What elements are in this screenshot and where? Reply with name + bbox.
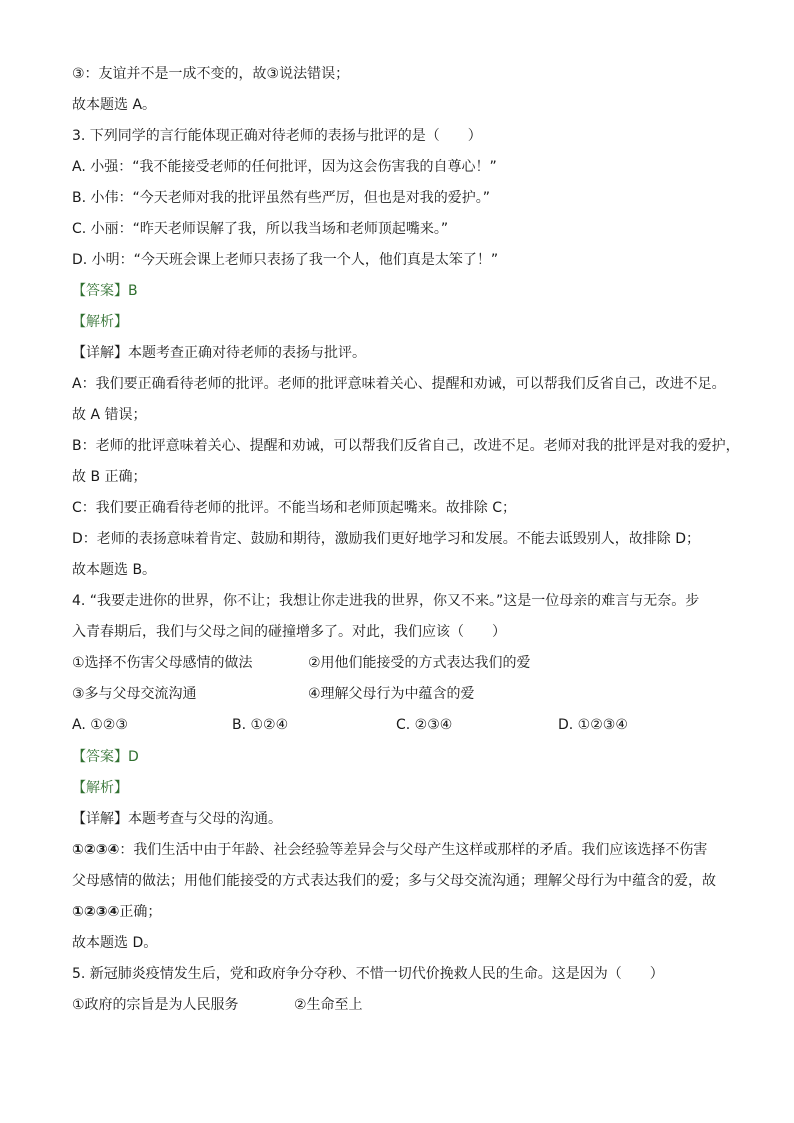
text-line: 故本题选 A。: [72, 97, 157, 113]
options-row: [72, 715, 752, 735]
text-line: 【解析】: [72, 314, 128, 330]
text-line: C：我们要正确看待老师的批评。不能当场和老师顶起嘴来。故排除 C；: [72, 500, 516, 516]
text-line: 【详解】本题考查正确对待老师的表扬与批评。: [72, 345, 366, 361]
text-line: 故 A 错误；: [72, 407, 147, 423]
options-row: [72, 684, 752, 704]
text-line: D：老师的表扬意味着肯定、鼓励和期待，激励我们更好地学习和发展。不能去诋毁别人，故排除 D；: [72, 531, 701, 547]
option-item: ②生命至上: [294, 997, 363, 1013]
text-line: 入青春期后，我们与父母之间的碰撞增多了。对此，我们应该（ ）: [72, 624, 506, 640]
options-row: [72, 995, 752, 1015]
option-item: ②用他们能接受的方式表达我们的爱: [308, 655, 531, 671]
text-line: ①②③④：我们生活中由于年龄、社会经验等差异会与父母产生这样或那样的矛盾。我们应该选择不伤害: [72, 842, 708, 858]
text-line: 3. 下列同学的言行能体现正确对待老师的表扬与批评的是（ ）: [72, 128, 482, 144]
text-line: D. 小明：“今天班会课上老师只表扬了我一个人，他们真是太笨了！”: [72, 252, 499, 268]
text-line: 【详解】本题考查与父母的沟通。: [72, 811, 282, 827]
option-refs: ①②③④: [72, 842, 120, 858]
text-line: 【答案】D: [72, 749, 139, 765]
text-line: B. 小伟：“今天老师对我的批评虽然有些严厉，但也是对我的爱护。”: [72, 190, 491, 206]
option-item: ①政府的宗旨是为人民服务: [72, 997, 239, 1013]
text-line: A：我们要正确看待老师的批评。老师的批评意味着关心、提醒和劝诫，可以帮我们反省自己，改进不足。: [72, 376, 726, 392]
option-item: ①选择不伤害父母感情的做法: [72, 655, 253, 671]
text-line: 5. 新冠肺炎疫情发生后，党和政府争分夺秒、不惜一切代价挽救人民的生命。这是因为（ ）: [72, 966, 664, 982]
text-line: 故本题选 B。: [72, 562, 157, 578]
option-item: C. ②③④: [396, 717, 453, 733]
option-item: D. ①②③④: [558, 717, 628, 733]
option-refs: ①②③④: [72, 904, 120, 920]
text-line: ③：友谊并不是一成不变的，故③说法错误；: [72, 66, 350, 82]
text-line: ①②③④正确；: [72, 904, 162, 920]
option-item: B. ①②④: [232, 717, 289, 733]
text-line: A. 小强：“我不能接受老师的任何批评，因为这会伤害我的自尊心！”: [72, 159, 497, 175]
option-item: A. ①②③: [72, 717, 128, 733]
text-line: C. 小丽：“昨天老师误解了我，所以我当场和老师顶起嘴来。”: [72, 221, 449, 237]
text-line: 4. “我要走进你的世界，你不让；我想让你走进我的世界，你又不来。”这是一位母亲的难言与无奈。步: [72, 593, 700, 609]
options-row: [72, 653, 752, 673]
text-line: B：老师的批评意味着关心、提醒和劝诫，可以帮我们反省自己，改进不足。老师对我的批评是对我的爱护，: [72, 438, 740, 454]
option-item: ③多与父母交流沟通: [72, 686, 197, 702]
text-line: 故本题选 D。: [72, 935, 158, 951]
text-line: 父母感情的做法；用他们能接受的方式表达我们的爱；多与父母交流沟通；理解父母行为中蕴含的爱，故: [72, 873, 716, 889]
text-line: 故 B 正确；: [72, 469, 147, 485]
text-line: 【答案】B: [72, 283, 138, 299]
text-line: 【解析】: [72, 780, 128, 796]
option-item: ④理解父母行为中蕴含的爱: [308, 686, 475, 702]
